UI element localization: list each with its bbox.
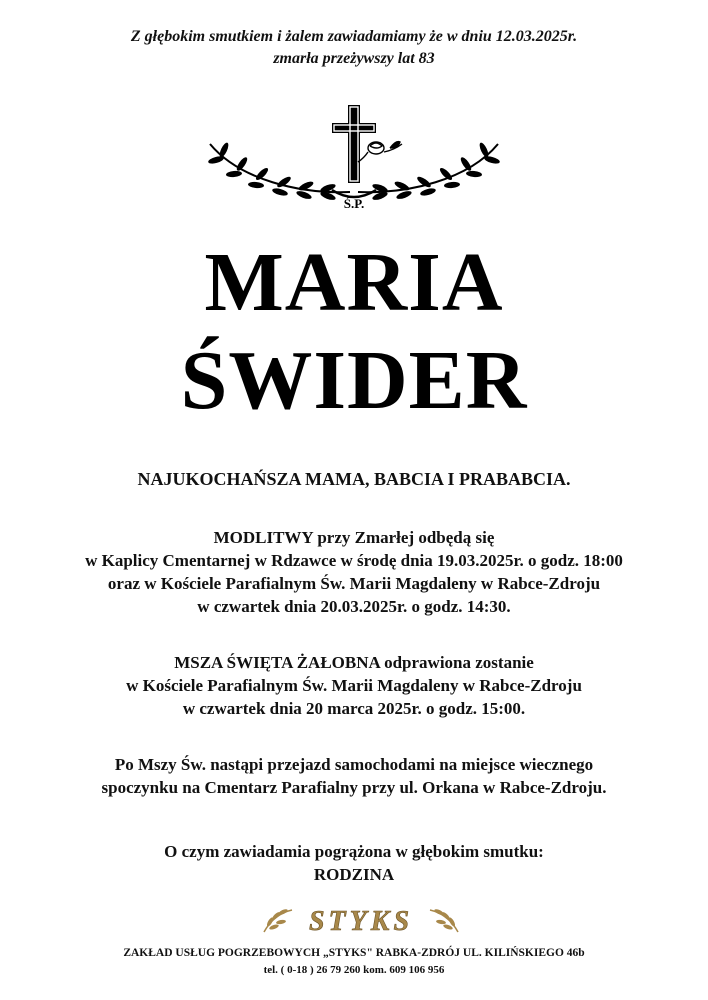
burial-section — [0, 753, 708, 799]
deceased-last-name: ŚWIDER — [180, 334, 528, 427]
styks-logo — [258, 900, 464, 940]
company-phone: tel. ( 0-18 ) 26 79 260 kom. 609 106 956 — [263, 964, 445, 976]
intro-line-2: zmarła przeżywszy lat 83 — [273, 50, 435, 67]
sp-label: Ś.P. — [343, 196, 365, 211]
laurel-branch-icon — [430, 908, 458, 932]
closing-line: O czym zawiadamia pogrążona w głębokim smutku: — [164, 842, 544, 861]
rose-icon — [358, 142, 402, 162]
burial-line: Po Mszy Św. nastąpi przejazd samochodami na miejsce wiecznego — [114, 755, 594, 774]
mass-line: w czwartek dnia 20 marca 2025r. o godz. 15:00. — [182, 699, 526, 718]
mass-line: w Kościele Parafialnym Św. Marii Magdaleny w Rabce-Zdroju — [126, 676, 582, 695]
burial-line: spoczynku na Cmentarz Parafialny przy ul. Orkana w Rabce-Zdroju. — [101, 778, 607, 797]
prayers-line: w czwartek dnia 20.03.2025r. o godz. 14:30. — [197, 597, 511, 616]
prayers-line: oraz w Kościele Parafialnym Św. Marii Magdaleny w Rabce-Zdroju — [107, 574, 601, 593]
closing-section — [0, 840, 708, 886]
styks-logo-text: STYKS — [308, 906, 414, 937]
prayers-line: MODLITWY przy Zmarłej odbędą się — [213, 528, 495, 547]
family-signature: RODZINA — [313, 865, 395, 884]
mass-line: MSZA ŚWIĘTA ŻAŁOBNA odprawiona zostanie — [174, 653, 534, 672]
deceased-description: NAJUKOCHAŃSZA MAMA, BABCIA I PRABABCIA. — [137, 469, 571, 489]
company-address: ZAKŁAD USŁUG POGRZEBOWYCH „STYKS" RABKA-ZDRÓJ UL. KILIŃSKIEGO 46b — [123, 947, 585, 959]
cross-wreath-emblem — [200, 100, 508, 220]
mass-section — [0, 651, 708, 720]
deceased-first-name: MARIA — [204, 236, 504, 329]
intro-line-1: Z głębokim smutkiem i żalem zawiadamiamy że w dniu 12.03.2025r. — [130, 28, 578, 45]
prayers-line: w Kaplicy Cmentarnej w Rdzawce w środę dnia 19.03.2025r. o godz. 18:00 — [85, 551, 623, 570]
prayers-section — [0, 526, 708, 618]
laurel-branch-icon — [264, 908, 292, 932]
